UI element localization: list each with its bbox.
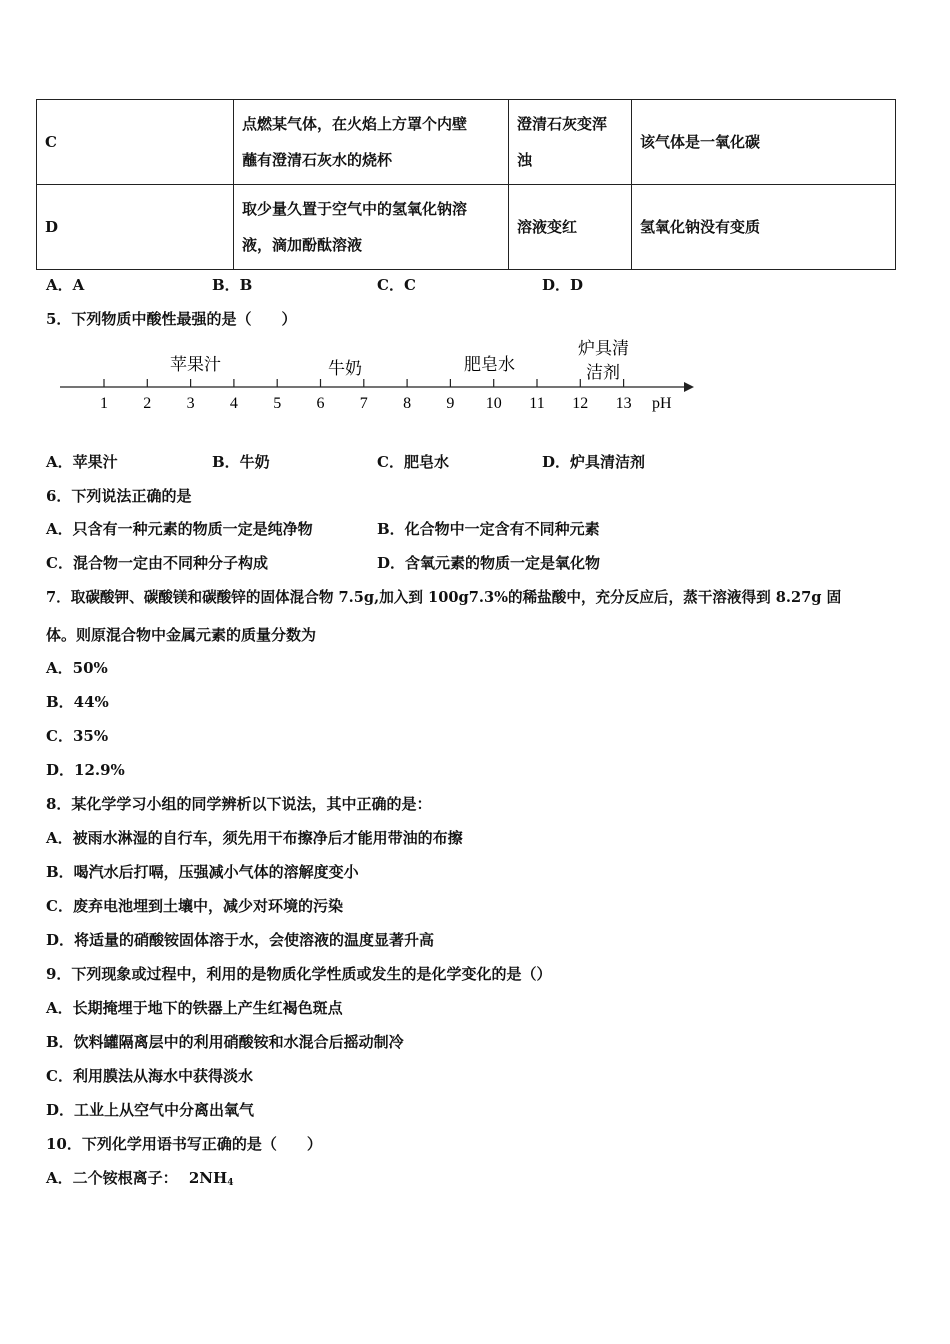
q4-option-d[interactable]: D．D — [542, 276, 584, 294]
q7-stem-line2: 体。则原混合物中金属元素的质量分数为 — [46, 626, 317, 644]
ph-tick-label: 1 — [100, 395, 108, 412]
q10-option-a[interactable] — [46, 1167, 233, 1188]
operation-line: 点燃某气体，在火焰上方罩个内壁 — [242, 115, 468, 133]
label-oven-cleaner-2: 洁剂 — [586, 363, 620, 383]
q5-stem: 5．下列物质中酸性最强的是（ ） — [46, 310, 297, 328]
operation-line: 取少量久置于空气中的氢氧化钠溶 — [242, 200, 468, 218]
row-operation — [234, 100, 509, 185]
q8-option-a[interactable]: A．被雨水淋湿的自行车，须先用干布擦净后才能用带油的布擦 — [46, 829, 463, 847]
row-phenomenon: 溶液变红 — [509, 185, 632, 270]
q9-option-c[interactable]: C．利用膜法从海水中获得淡水 — [46, 1067, 253, 1085]
q6-stem: 6．下列说法正确的是 — [46, 487, 192, 505]
row-conclusion: 该气体是一氧化碳 — [632, 100, 896, 185]
ph-scale-diagram — [0, 330, 950, 420]
q6-option-d[interactable]: D．含氧元素的物质一定是氧化物 — [377, 554, 601, 572]
q6-option-b[interactable]: B．化合物中一定含有不同种元素 — [377, 520, 600, 538]
q8-stem: 8．某化学学习小组的同学辨析以下说法，其中正确的是： — [46, 795, 432, 813]
operation-line: 液，滴加酚酞溶液 — [242, 236, 363, 254]
table-row — [37, 100, 896, 185]
q5-option-d[interactable]: D．炉具清洁剂 — [542, 453, 646, 471]
ph-unit-label: pH — [652, 395, 672, 412]
q8-option-b[interactable]: B．喝汽水后打嗝，压强减小气体的溶解度变小 — [46, 863, 359, 881]
q6-option-a[interactable]: A．只含有一种元素的物质一定是纯净物 — [46, 520, 313, 538]
ph-tick-label: 10 — [485, 395, 502, 412]
q7-option-b[interactable]: B．44% — [46, 693, 109, 711]
ph-tick-label: 13 — [615, 395, 632, 412]
q10-option-a-text: A．二个铵根离子： — [46, 1169, 178, 1187]
row-label: D — [37, 185, 234, 270]
ph-tick-label: 5 — [273, 395, 282, 412]
row-label: C — [37, 100, 234, 185]
q10-option-a-formula: 2NH — [188, 1169, 228, 1187]
phenomenon-line: 浊 — [517, 151, 533, 169]
q8-option-d[interactable]: D．将适量的硝酸铵固体溶于水，会使溶液的温度显著升高 — [46, 931, 435, 949]
q4-option-a[interactable]: A．A — [46, 276, 85, 294]
phenomenon-line: 澄清石灰变浑 — [517, 115, 608, 133]
table-row — [37, 185, 896, 270]
ph-tick-label: 9 — [446, 395, 455, 412]
q5-option-c[interactable]: C．肥皂水 — [377, 453, 449, 471]
ph-tick-label: 8 — [403, 395, 412, 412]
label-milk: 牛奶 — [328, 359, 362, 379]
q7-option-a[interactable]: A．50% — [46, 659, 108, 677]
ph-tick-label: 7 — [359, 395, 368, 412]
ph-tick-label: 2 — [143, 395, 152, 412]
q10-option-a-subscript: 4 — [227, 1178, 234, 1188]
ph-tick-label: 3 — [186, 395, 195, 412]
q4-option-b[interactable]: B．B — [212, 276, 253, 294]
operation-line: 蘸有澄清石灰水的烧杯 — [242, 151, 393, 169]
row-conclusion: 氢氧化钠没有变质 — [632, 185, 896, 270]
q4-option-c[interactable]: C．C — [377, 276, 416, 294]
q9-option-a[interactable]: A．长期掩埋于地下的铁器上产生红褐色斑点 — [46, 999, 343, 1017]
label-apple-juice: 苹果汁 — [170, 355, 221, 375]
q9-stem: 9．下列现象或过程中，利用的是物质化学性质或发生的是化学变化的是（） — [46, 965, 552, 983]
q9-option-b[interactable]: B．饮料罐隔离层中的利用硝酸铵和水混合后摇动制冷 — [46, 1033, 404, 1051]
ph-tick-label: 6 — [316, 395, 325, 412]
q7-option-d[interactable]: D．12.9% — [46, 761, 125, 779]
q9-option-d[interactable]: D．工业上从空气中分离出氧气 — [46, 1101, 255, 1119]
label-oven-cleaner-1: 炉具清 — [578, 339, 629, 359]
ph-tick-label: 11 — [529, 395, 545, 412]
ph-tick-label: 12 — [572, 395, 589, 412]
q5-option-b[interactable]: B．牛奶 — [212, 453, 270, 471]
label-soap-water: 肥皂水 — [464, 355, 515, 375]
q6-option-c[interactable]: C．混合物一定由不同种分子构成 — [46, 554, 268, 572]
ph-tick-label: 4 — [229, 395, 238, 412]
ph-axis-arrow — [684, 382, 694, 392]
row-phenomenon — [509, 100, 632, 185]
q5-option-a[interactable]: A．苹果汁 — [46, 453, 118, 471]
q7-option-c[interactable]: C．35% — [46, 727, 109, 745]
q8-option-c[interactable]: C．废弃电池埋到土壤中，减少对环境的污染 — [46, 897, 343, 915]
q10-stem: 10．下列化学用语书写正确的是（ ） — [46, 1135, 322, 1153]
q7-stem-line1: 7．取碳酸钾、碳酸镁和碳酸锌的固体混合物 7.5g,加入到 100g7.3%的稀盐酸中，充分反应后，蒸干溶液得到 8.27g 固 — [46, 589, 842, 606]
q4-table — [36, 99, 896, 270]
row-operation — [234, 185, 509, 270]
